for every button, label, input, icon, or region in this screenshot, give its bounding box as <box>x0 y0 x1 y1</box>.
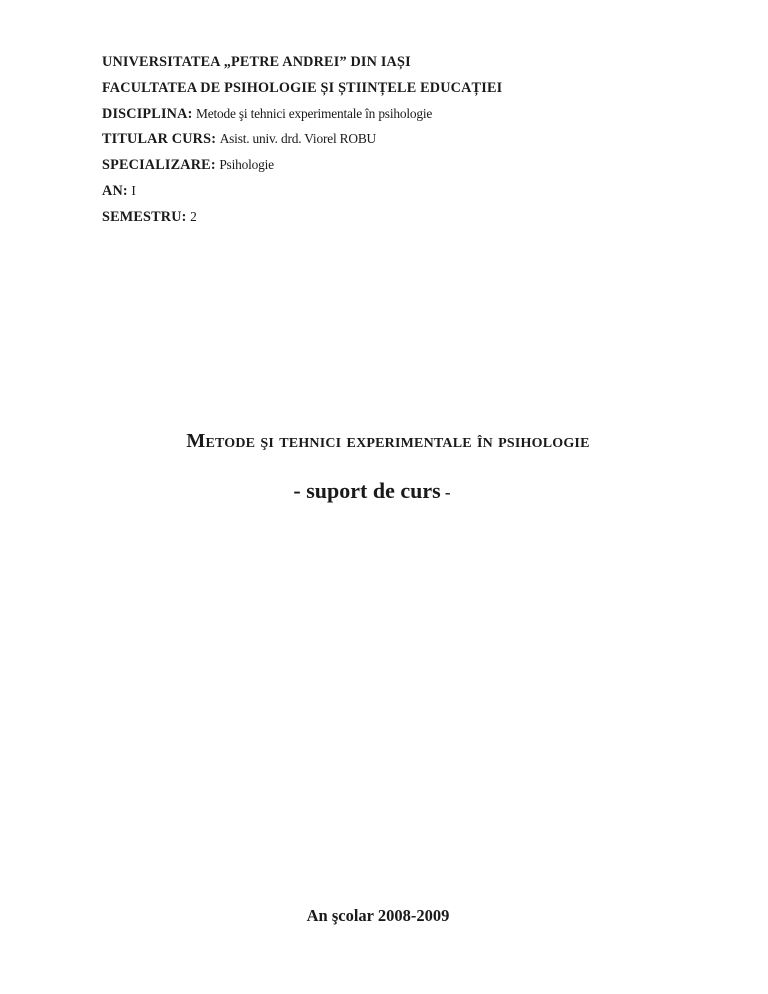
document-subtitle <box>0 478 744 504</box>
discipline-label: DISCIPLINA: <box>102 105 193 122</box>
specialization-line <box>102 155 702 181</box>
year-value: I <box>131 182 136 198</box>
semester-label: SEMESTRU: <box>102 208 187 225</box>
year-label: AN: <box>102 182 128 199</box>
course-holder-line <box>102 129 702 155</box>
subtitle-dash-right: - <box>440 483 451 502</box>
academic-year: An şcolar 2008-2009 <box>306 906 450 925</box>
specialization-label: SPECIALIZARE: <box>102 157 216 174</box>
year-line <box>102 181 702 207</box>
university-line <box>102 52 702 78</box>
specialization-value: Psihologie <box>219 157 274 173</box>
document-title: Metode şi tehnici experimentale în psihologie <box>186 430 590 452</box>
faculty-name: FACULTATEA DE PSIHOLOGIE ȘI ȘTIINȚELE EDUCAȚIEI <box>102 79 503 96</box>
discipline-value: Metode şi tehnici experimentale în psihologie <box>196 105 433 121</box>
course-holder-label: TITULAR CURS: <box>102 131 217 148</box>
faculty-line <box>102 78 702 104</box>
discipline-line <box>102 104 702 130</box>
subtitle-text: suport de curs <box>306 478 441 503</box>
subtitle-dash-left: - <box>293 478 307 503</box>
university-name: UNIVERSITATEA „PETRE ANDREI” DIN IAȘI <box>102 54 411 70</box>
semester-line <box>102 207 702 233</box>
document-header <box>102 52 702 233</box>
course-holder-value: Asist. univ. drd. Viorel ROBU <box>219 131 377 147</box>
semester-value: 2 <box>190 208 197 224</box>
